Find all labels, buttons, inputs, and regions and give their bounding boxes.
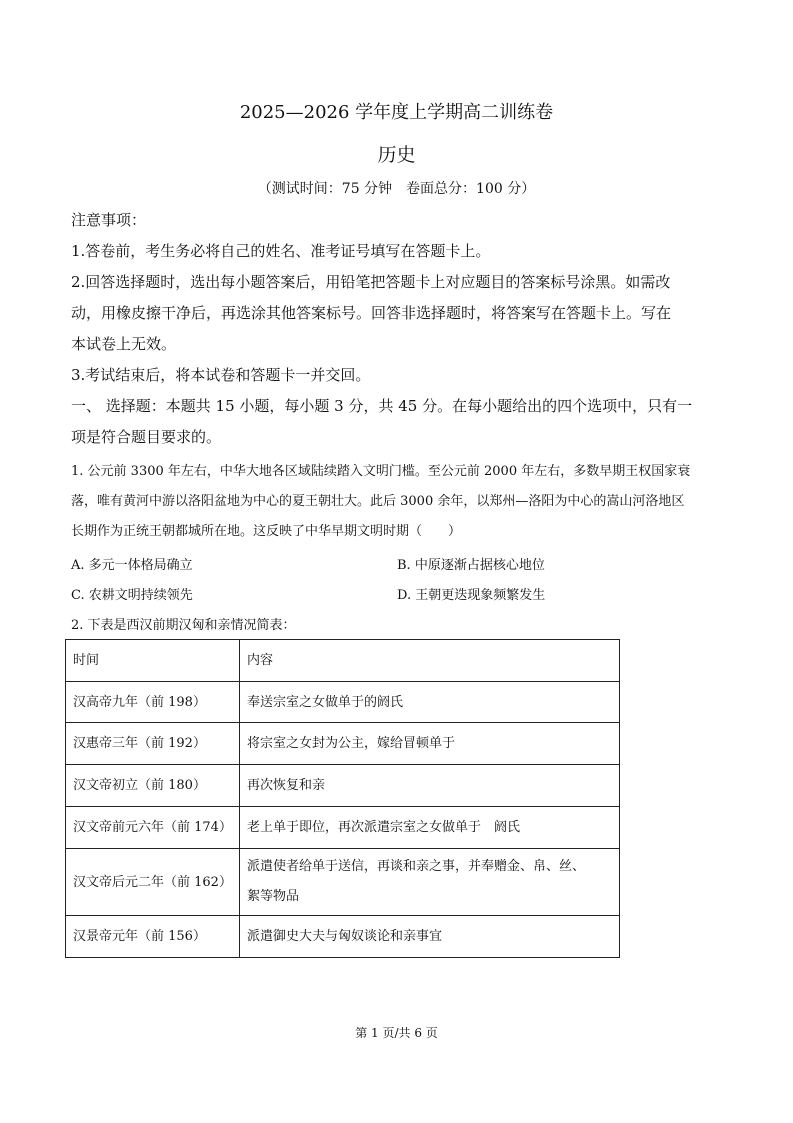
- table-cell-content: 奉送宗室之女做单于的阏氏: [240, 682, 620, 723]
- notes-item: 2.回答选择题时，选出每小题答案后，用铅笔把答题卡上对应题目的答案标号涂黑。如需改: [71, 273, 671, 291]
- notes-item: 动，用橡皮擦干净后，再选涂其他答案标号。回答非选择题时，将答案写在答题卡上。写在: [71, 304, 672, 322]
- option-d: D. 王朝更迭现象频繁发生: [397, 588, 546, 603]
- exam-info: （测试时间：75 分钟 卷面总分：100 分）: [257, 181, 536, 197]
- page-footer: 第 1 页/共 6 页: [355, 1026, 438, 1040]
- option-c: C. 农耕文明持续领先: [71, 588, 193, 603]
- table-cell-time: 汉景帝元年（前 156）: [66, 916, 240, 958]
- table-cell-time: 汉文帝后元二年（前 162）: [66, 849, 240, 916]
- notes-item: 本试卷上无效。: [71, 335, 177, 353]
- table-row: [66, 723, 620, 765]
- table-header-content: 内容: [240, 640, 620, 682]
- question-1-text: 1. 公元前 3300 年左右，中华大地各区域陆续踏入文明门槛。至公元前 2000 年左右，多数早期王权国家衰: [71, 464, 691, 479]
- subject-title: 历史: [377, 144, 416, 166]
- table-cell-time: 汉高帝九年（前 198）: [66, 682, 240, 723]
- table-row: [66, 682, 620, 723]
- table-header-row: [66, 640, 620, 682]
- heqin-table: [65, 639, 620, 958]
- table-cell-content: 再次恢复和亲: [240, 765, 620, 807]
- table-row: [66, 849, 620, 916]
- notes-item: 1.答卷前，考生务必将自己的姓名、准考证号填写在答题卡上。: [71, 242, 491, 260]
- notes-item: 3.考试结束后，将本试卷和答题卡一并交回。: [71, 366, 371, 384]
- table-cell-time: 汉文帝前元六年（前 174）: [66, 807, 240, 849]
- question-1-text: 长期作为正统王朝都城所在地。这反映了中华早期文明时期（ ）: [71, 524, 462, 539]
- table-row: [66, 807, 620, 849]
- table-cell-content: 派遣御史大夫与匈奴谈论和亲事宜: [240, 916, 620, 958]
- table-header-time: 时间: [66, 640, 240, 682]
- option-a: A. 多元一体格局确立: [71, 558, 193, 573]
- question-1-text: 落，唯有黄河中游以洛阳盆地为中心的夏王朝壮大。此后 3000 余年，以郑州—洛阳为中心的嵩山河洛地区: [71, 494, 685, 509]
- table-row: [66, 765, 620, 807]
- table-cell-content: 老上单于即位，再次派遣宗室之女做单于 阏氏: [240, 807, 620, 849]
- notes-heading: 注意事项：: [71, 211, 147, 229]
- table-cell-time: 汉惠帝三年（前 192）: [66, 723, 240, 765]
- exam-title: 2025—2026 学年度上学期高二训练卷: [239, 102, 554, 123]
- table-row: [66, 916, 620, 958]
- question-2-intro: 2. 下表是西汉前期汉匈和亲情况简表：: [71, 618, 296, 633]
- option-b: B. 中原逐渐占据核心地位: [397, 558, 545, 573]
- section-heading: 一、 选择题：本题共 15 小题，每小题 3 分，共 45 分。在每小题给出的四个选项中，只有一: [71, 397, 693, 415]
- table-cell-content: 派遣使者给单于送信，再谈和亲之事，并奉赠金、帛、丝、 絮等物品: [240, 849, 620, 916]
- section-heading-cont: 项是符合题目要求的。: [71, 428, 222, 446]
- table-cell-time: 汉文帝初立（前 180）: [66, 765, 240, 807]
- table-cell-content: 将宗室之女封为公主，嫁给冒顿单于: [240, 723, 620, 765]
